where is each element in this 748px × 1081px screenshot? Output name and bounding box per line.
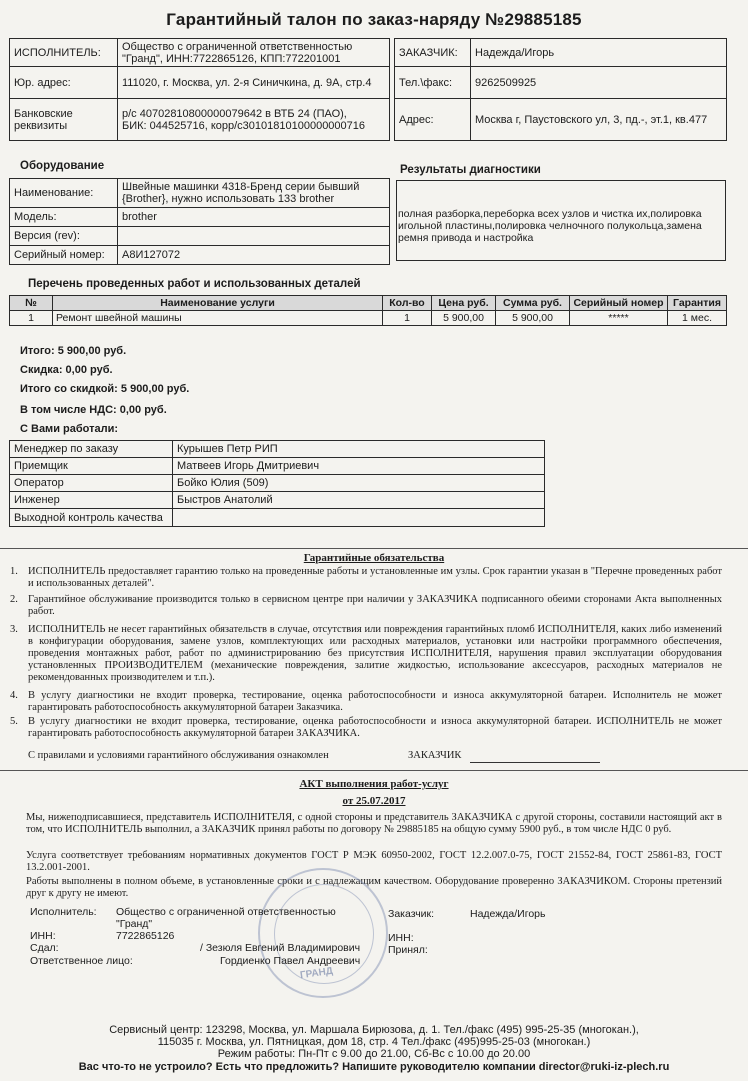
bank-line-2: БИК: 044525716, корр/с30101810100000000716	[122, 119, 366, 132]
staff-name: Курышев Петр РИП	[173, 441, 545, 458]
footer-line-2: 115035 г. Москва, ул. Пятницкая, дом 18, стр. 4 Тел./факс (495)995-25-03 (многокан.)	[157, 1036, 591, 1048]
executor-inn-value: 7722865126	[116, 930, 175, 942]
staff-name	[173, 509, 545, 527]
agreement-text: С правилами и условиями гарантийного обслуживания ознакомлен	[28, 750, 329, 761]
handed-label: Сдал:	[30, 942, 59, 954]
works-col-sum: Сумма руб.	[496, 296, 570, 311]
act-paragraph-1: Мы, нижеподписавшиеся, представитель ИСПОЛНИТЕЛЯ, с одной стороны и представитель ЗАКАЗЧИКА с другой стороны, составили настоящий акт в том, что ИСПОЛНИТЕЛЬ выполнил, а ЗАКАЗЧИК принял работы по договору № 29885185 на общую сумму 5900 руб., в том числе НДС 0 руб.	[26, 812, 722, 835]
works-cell-service: Ремонт швейной машины	[53, 311, 383, 326]
act-heading: АКТ выполнения работ-услуг	[299, 778, 449, 790]
guarantee-heading: Гарантийные обязательства	[303, 552, 445, 564]
total-discount-line: Итого со скидкой: 5 900,00 руб.	[20, 383, 190, 395]
customer-signature-label: ЗАКАЗЧИК	[408, 750, 462, 761]
discount-line: Скидка: 0,00 руб.	[20, 364, 113, 376]
customer-phone-value: 9262509925	[471, 67, 727, 99]
executor-table	[9, 38, 390, 141]
company-stamp	[258, 868, 388, 998]
responsible-label: Ответственное лицо:	[30, 955, 133, 967]
executor-value: Общество с ограниченной ответственностью "Гранд", ИНН:7722865126, КПП:772201001	[118, 39, 390, 67]
customer-label: ЗАКАЗЧИК:	[395, 39, 471, 67]
works-col-serial: Серийный номер	[570, 296, 668, 311]
diagnostics-heading: Результаты диагностики	[400, 164, 541, 176]
executor-bank-label: Банковские реквизиты	[10, 99, 118, 141]
table-row	[10, 475, 545, 492]
equipment-table	[9, 178, 390, 265]
clause-number: 3.	[10, 624, 18, 635]
equipment-name-label: Наименование:	[10, 179, 118, 208]
equipment-heading: Оборудование	[20, 160, 105, 172]
works-table	[9, 295, 727, 326]
clause-text: Гарантийное обслуживание производится только в сервисном центре при наличии у ЗАКАЗЧИКА подписанного обеими сторонами Акта выполненных работ.	[28, 594, 722, 617]
table-row	[10, 509, 545, 527]
executor-sign-label: Исполнитель:	[30, 906, 97, 918]
clause-number: 4.	[10, 690, 18, 701]
customer-inn-label: ИНН:	[388, 932, 414, 944]
executor-address-label: Юр. адрес:	[10, 67, 118, 99]
clause-number: 5.	[10, 716, 18, 727]
equipment-version-label: Версия (rev):	[10, 227, 118, 246]
act-date: от 25.07.2017	[342, 795, 406, 807]
executor-inn-label: ИНН:	[30, 930, 56, 942]
guarantee-clause	[10, 594, 722, 618]
stamp-text: ГРАНД	[299, 965, 334, 982]
footer-line-1: Сервисный центр: 123298, Москва, ул. Маршала Бирюзова, д. 1. Тел./факс (495) 995-25-35 (многокан.),	[109, 1024, 639, 1036]
diagnostics-text: полная разборка,переборка всех узлов и чистка их,полировка игольной пластины,полировка челночного полукольца,замена ремня привода и настройка	[398, 208, 702, 244]
clause-text: ИСПОЛНИТЕЛЬ предоставляет гарантию только на проведенные работы и установленные им узлы. Срок гарантии указан в "Перечне проведенных работ и использованных деталей".	[28, 566, 722, 589]
staff-name: Быстров Анатолий	[173, 492, 545, 509]
works-col-price: Цена руб.	[432, 296, 496, 311]
guarantee-clause	[10, 690, 722, 714]
clause-text: ИСПОЛНИТЕЛЬ не несет гарантийных обязательств в случае, отсутствия или повреждения гарантийных пломб ИСПОЛНИТЕЛЯ, каких либо изменений в конфигурации оборудования, замене узлов, комплектующих или расходных материалов, установки или настройки программного обеспечения, проведения монтажных работ, работ по администрированию без присутствия ИСПОЛНИТЕЛЯ, нарушения правил эксплуатации оборудования установленных ПРОИЗВОДИТЕЛЕМ (механические повреждения, залитие жидкостью, использование аксессуаров, расходных материалов не рекомендованных производителем и т.п.).	[28, 624, 722, 683]
staff-role: Менеджер по заказу	[10, 441, 173, 458]
clause-text: В услугу диагностики не входит проверка, тестирование, оценка работоспособности и износа аккумуляторной батареи. ИСПОЛНИТЕЛЬ не может гарантировать работоспособность аккумуляторной батареи ЗАКАЗЧИКА.	[28, 716, 722, 739]
works-header-row	[10, 296, 727, 311]
staff-role: Приемщик	[10, 458, 173, 475]
clause-text: В услугу диагностики не входит проверка, тестирование, оценка работоспособности и износа аккумуляторной батареи. Исполнитель не может гарантировать работоспособность аккумуляторной батареи Заказчика.	[28, 690, 722, 713]
equipment-version-value	[118, 227, 390, 246]
guarantee-clause	[10, 716, 722, 740]
guarantee-clause	[10, 624, 722, 684]
act-paragraph-3: Работы выполнены в полном объеме, в установленные сроки и с надлежащим качеством. Оборудование проверенно ЗАКАЗЧИКОМ. Стороны претензий друг к другу не имеют.	[26, 876, 722, 899]
table-row	[10, 458, 545, 475]
divider	[0, 770, 748, 771]
table-row	[10, 492, 545, 509]
customer-sign-value: Надежда/Игорь	[470, 908, 546, 920]
vat-line: В том числе НДС: 0,00 руб.	[20, 404, 167, 416]
works-cell-sum: 5 900,00	[496, 311, 570, 326]
equipment-serial-label: Серийный номер:	[10, 246, 118, 265]
customer-signature-line	[470, 762, 600, 763]
customer-address-value: Москва г, Паустовского ул, 3, пд.-, эт.1, кв.477	[471, 99, 727, 141]
executor-sign-value-2: "Гранд"	[116, 918, 153, 930]
works-cell-num: 1	[10, 311, 53, 326]
customer-sign-label: Заказчик:	[388, 908, 435, 920]
staff-role: Выходной контроль качества	[10, 509, 173, 527]
clause-number: 1.	[10, 566, 18, 577]
works-col-qty: Кол-во	[383, 296, 432, 311]
works-cell-warranty: 1 мес.	[668, 311, 727, 326]
act-paragraph-2: Услуга соответствует требованиям нормативных документов ГОСТ Р МЭК 60950-2002, ГОСТ 12.2.007.0-75, ГОСТ 21552-84, ГОСТ 25861-83, ГОСТ 13.2.001-2001.	[26, 850, 722, 873]
executor-sign-value-1: Общество с ограниченной ответственностью	[116, 906, 336, 918]
works-cell-qty: 1	[383, 311, 432, 326]
staff-role: Оператор	[10, 475, 173, 492]
equipment-model-label: Модель:	[10, 208, 118, 227]
customer-address-label: Адрес:	[395, 99, 471, 141]
total-line: Итого: 5 900,00 руб.	[20, 345, 127, 357]
handed-value: / Зезюля Евгений Владимирович	[200, 942, 361, 954]
guarantee-clause	[10, 566, 722, 590]
staff-role: Инженер	[10, 492, 173, 509]
staff-heading: С Вами работали:	[20, 423, 119, 435]
works-cell-price: 5 900,00	[432, 311, 496, 326]
accepted-label: Принял:	[388, 944, 428, 956]
customer-table	[394, 38, 727, 141]
customer-value: Надежда/Игорь	[471, 39, 727, 67]
equipment-model-value: brother	[118, 208, 390, 227]
document-title: Гарантийный талон по заказ-наряду №29885185	[166, 10, 582, 29]
executor-address-value: 111020, г. Москва, ул. 2-я Синичкина, д. 9А, стр.4	[118, 67, 390, 99]
works-cell-serial: *****	[570, 311, 668, 326]
clause-number: 2.	[10, 594, 18, 605]
staff-name: Бойко Юлия (509)	[173, 475, 545, 492]
table-row	[10, 441, 545, 458]
bank-line-1: р/с 40702810800000079642 в ВТБ 24 (ПАО),	[122, 107, 347, 120]
footer-line-4: Вас что-то не устроило? Есть что предложить? Напишите руководителю компании director@ruki-iz-plech.ru	[78, 1061, 670, 1073]
staff-name: Матвеев Игорь Дмитриевич	[173, 458, 545, 475]
equipment-name-value: Швейные машинки 4318-Бренд серии бывший {Brother}, нужно использовать 133 brother	[118, 179, 390, 208]
staff-table	[9, 440, 545, 527]
footer-line-3: Режим работы: Пн-Пт с 9.00 до 21.00, Сб-Вс с 10.00 до 20.00	[217, 1048, 531, 1060]
responsible-value: Гордиенко Павел Андреевич	[220, 955, 361, 967]
works-col-num: №	[10, 296, 53, 311]
table-row	[10, 311, 727, 326]
works-heading: Перечень проведенных работ и использованных деталей	[28, 278, 361, 290]
divider	[0, 548, 748, 549]
works-col-warranty: Гарантия	[668, 296, 727, 311]
executor-label: ИСПОЛНИТЕЛЬ:	[10, 39, 118, 67]
customer-phone-label: Тел.\факс:	[395, 67, 471, 99]
equipment-serial-value: А8И127072	[118, 246, 390, 265]
works-col-service: Наименование услуги	[53, 296, 383, 311]
executor-bank-value	[118, 99, 390, 141]
